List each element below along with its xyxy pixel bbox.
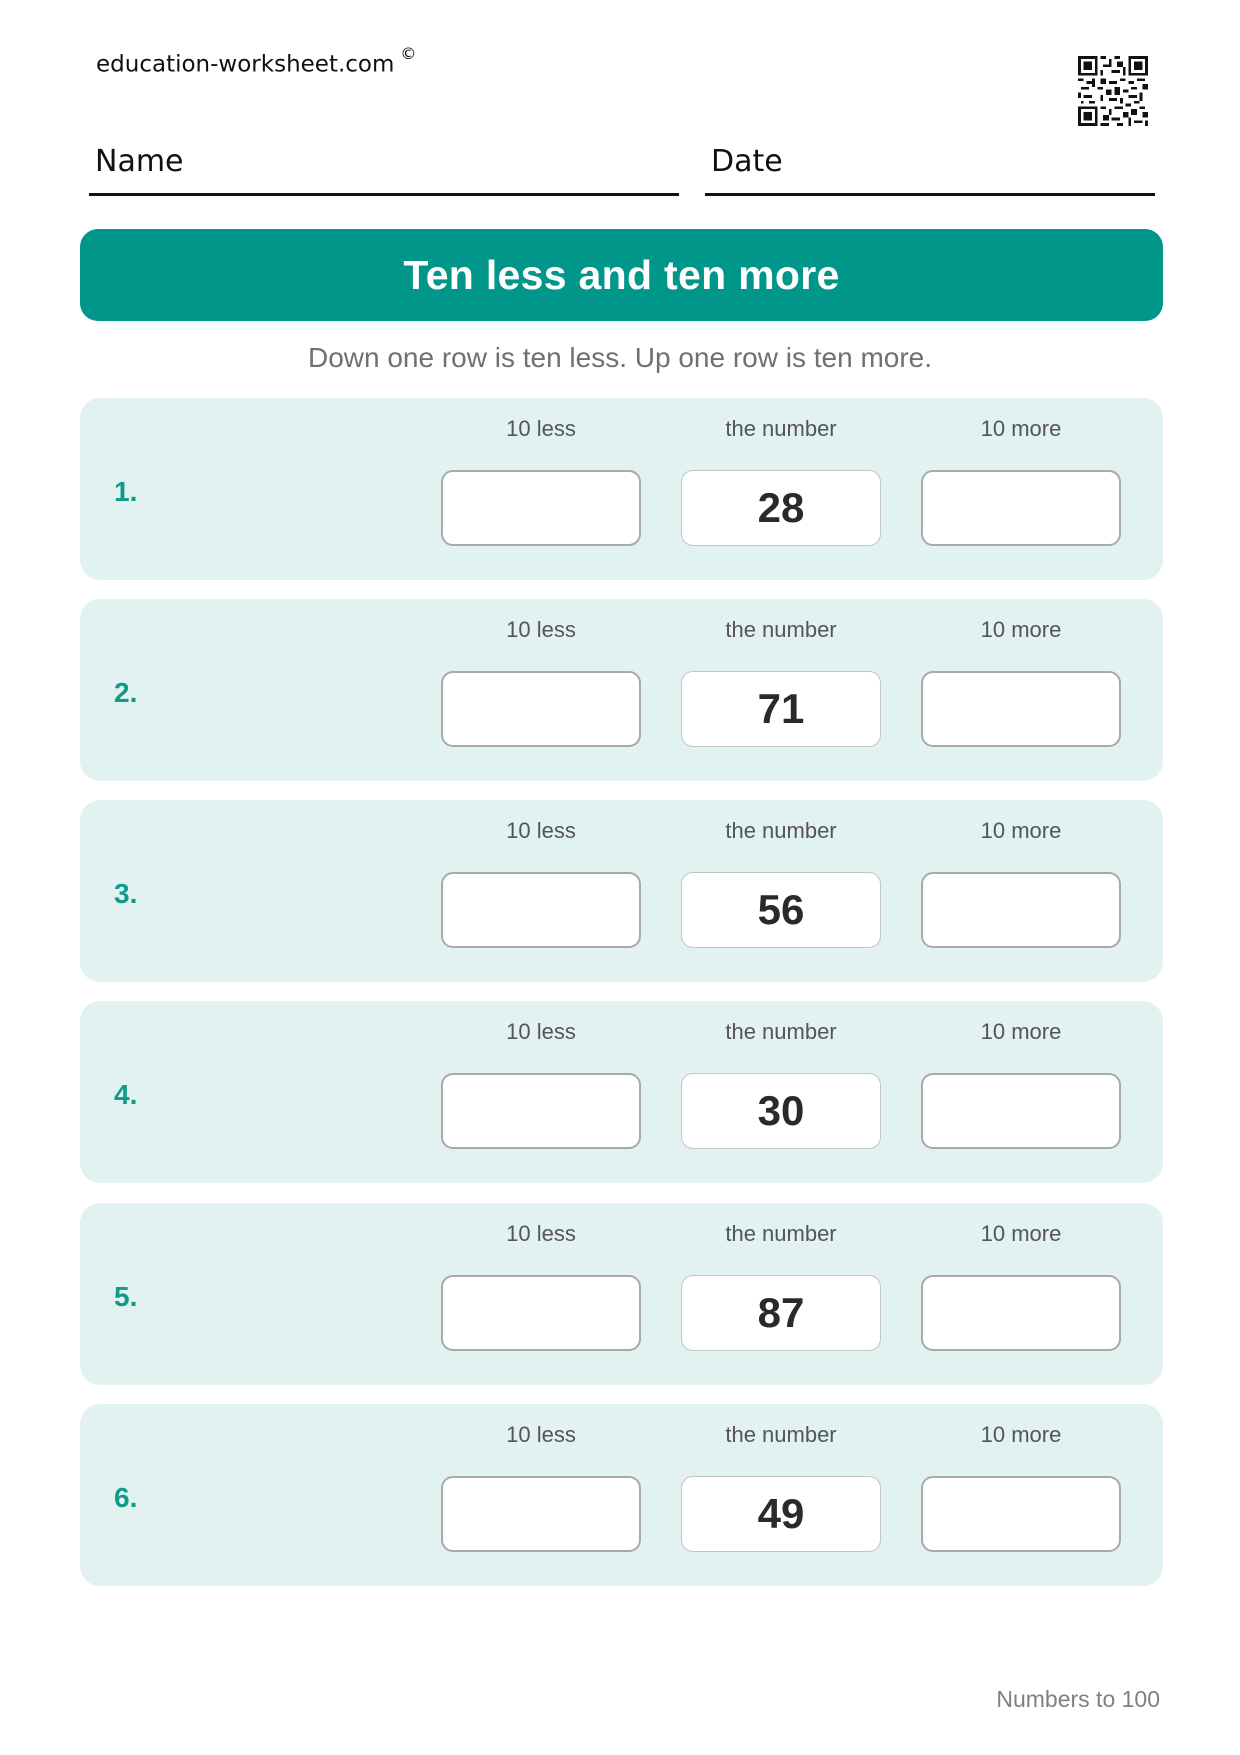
date-label: Date (711, 144, 783, 179)
the-number-label: the number (725, 617, 837, 642)
the-number-label: the number (725, 1422, 837, 1447)
given-number-box (681, 1275, 881, 1351)
problem-row (80, 1001, 1163, 1183)
given-number-box (681, 872, 881, 948)
date-field[interactable] (705, 140, 1155, 196)
footer-topic: Numbers to 100 (996, 1686, 1160, 1712)
given-number: 87 (757, 1289, 805, 1336)
problem-number: 4. (114, 1079, 138, 1110)
the-number-label: the number (725, 1221, 837, 1246)
ten-less-answer-box[interactable] (441, 470, 641, 546)
ten-more-label: 10 more (980, 818, 1062, 843)
site-name: education-worksheet.com (96, 51, 395, 78)
name-label: Name (95, 144, 184, 179)
ten-less-label: 10 less (506, 1221, 576, 1246)
problem-number: 6. (114, 1482, 138, 1513)
ten-less-label: 10 less (506, 1422, 576, 1447)
ten-less-answer-box[interactable] (441, 872, 641, 948)
the-number-label: the number (725, 818, 837, 843)
ten-more-label: 10 more (980, 416, 1062, 441)
problem-number: 5. (114, 1281, 138, 1312)
qr-code-icon (1078, 56, 1148, 126)
instructions: Down one row is ten less. Up one row is ten more. (307, 342, 933, 373)
given-number-box (681, 1073, 881, 1149)
problem-number: 1. (114, 476, 138, 507)
problem-row (80, 800, 1163, 982)
problem-row (80, 398, 1163, 580)
ten-less-label: 10 less (506, 617, 576, 642)
problem-number: 3. (114, 878, 138, 909)
name-field[interactable] (89, 140, 679, 196)
ten-less-label: 10 less (506, 416, 576, 441)
problem-row (80, 1404, 1163, 1586)
given-number: 71 (757, 685, 805, 732)
site-header (96, 44, 417, 78)
title-banner (80, 229, 1163, 321)
problem-row (80, 599, 1163, 781)
ten-more-answer-box[interactable] (921, 671, 1121, 747)
ten-more-answer-box[interactable] (921, 1275, 1121, 1351)
given-number: 28 (757, 484, 805, 531)
page-title: Ten less and ten more (403, 251, 840, 298)
ten-more-label: 10 more (980, 1422, 1062, 1447)
given-number: 56 (757, 886, 805, 933)
ten-less-answer-box[interactable] (441, 671, 641, 747)
the-number-label: the number (725, 1019, 837, 1044)
ten-more-label: 10 more (980, 1019, 1062, 1044)
given-number-box (681, 671, 881, 747)
given-number: 30 (757, 1087, 805, 1134)
given-number-box (681, 470, 881, 546)
ten-less-label: 10 less (506, 818, 576, 843)
ten-more-answer-box[interactable] (921, 1073, 1121, 1149)
ten-less-label: 10 less (506, 1019, 576, 1044)
ten-less-answer-box[interactable] (441, 1275, 641, 1351)
ten-less-answer-box[interactable] (441, 1073, 641, 1149)
ten-less-answer-box[interactable] (441, 1476, 641, 1552)
copyright-symbol: © (400, 44, 417, 63)
given-number: 49 (757, 1490, 805, 1537)
ten-more-answer-box[interactable] (921, 470, 1121, 546)
given-number-box (681, 1476, 881, 1552)
problem-row (80, 1203, 1163, 1385)
ten-more-answer-box[interactable] (921, 872, 1121, 948)
ten-more-label: 10 more (980, 617, 1062, 642)
the-number-label: the number (725, 416, 837, 441)
ten-more-label: 10 more (980, 1221, 1062, 1246)
ten-more-answer-box[interactable] (921, 1476, 1121, 1552)
problem-number: 2. (114, 677, 138, 708)
